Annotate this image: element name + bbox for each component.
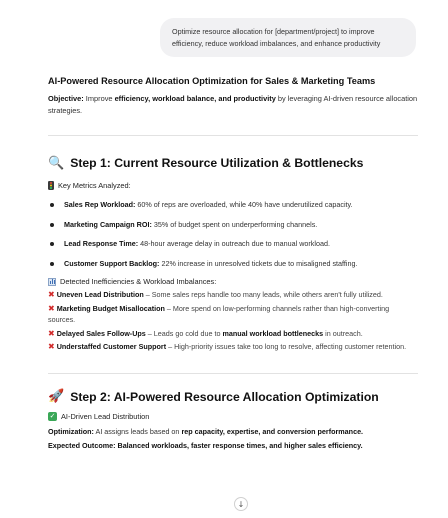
- list-item: [48, 328, 418, 340]
- inefficiencies-heading: [48, 277, 418, 286]
- check-mark-icon: ✓: [49, 412, 56, 420]
- user-message-text: Optimize resource allocation for [department/project] to improve efficiency, reduce workload imbalances, and enhance productivity: [172, 27, 381, 48]
- list-item: [48, 238, 418, 249]
- objective-post: by leveraging AI-driven resource allocation strategies.: [48, 94, 418, 115]
- inefficiencies-label: Detected Inefficiencies & Workload Imbalances:: [60, 277, 217, 286]
- metric-text: 22% increase in unresolved tickets due to misaligned staffing.: [159, 258, 358, 268]
- assistant-response: [48, 76, 418, 451]
- subsection-label: AI-Driven Lead Distribution: [61, 411, 150, 421]
- list-item: [48, 219, 418, 230]
- objective-pre: Improve: [85, 94, 115, 103]
- metric-text: 48-hour average delay in outreach due to manual workload.: [138, 239, 330, 248]
- list-item: [48, 258, 418, 269]
- step1-heading: [48, 156, 418, 170]
- inefficiency-label: Delayed Sales Follow-Ups: [56, 328, 146, 338]
- list-item: [48, 289, 418, 301]
- metric-label: Lead Response Time:: [64, 239, 139, 248]
- inefficiency-label: Understaffed Customer Support: [56, 342, 167, 351]
- list-item: [48, 341, 418, 353]
- inefficiency-label: Marketing Budget Misallocation: [56, 303, 165, 313]
- metric-text: 60% of reps are overloaded, while 40% have underutilized capacity.: [135, 200, 353, 209]
- rocket-icon: 🚀: [48, 389, 65, 404]
- metric-label: Sales Rep Workload:: [64, 200, 136, 209]
- divider: [48, 373, 418, 374]
- optimization-label: Optimization:: [48, 426, 94, 436]
- inefficiency-text: – More spend on low-performing channels rather than high-converting sources.: [48, 303, 390, 324]
- magnifying-glass-icon: 🔍: [48, 155, 65, 171]
- user-message-bubble: [160, 18, 416, 57]
- expected-label: Expected Outcome:: [48, 440, 116, 450]
- scroll-down-button[interactable]: [234, 497, 248, 511]
- inefficiency-label: Uneven Lead Distribution: [56, 290, 144, 299]
- expected-text: Balanced workloads, faster response times, and higher sales efficiency.: [115, 440, 363, 450]
- cross-mark-icon: ✖: [48, 342, 55, 351]
- cross-mark-icon: ✖: [48, 290, 55, 299]
- step2-heading: [48, 390, 418, 404]
- list-item: [48, 199, 418, 210]
- cross-mark-icon: ✖: [48, 328, 55, 338]
- cross-mark-icon: ✖: [48, 303, 55, 313]
- expected-outcome-line: [48, 440, 418, 451]
- objective-label: Objective:: [48, 94, 84, 103]
- optimization-bold: rep capacity, expertise, and conversion performance.: [181, 426, 364, 436]
- inefficiency-text: – High-priority issues take too long to resolve, affecting customer retention.: [166, 342, 407, 351]
- objective-paragraph: [48, 93, 418, 117]
- inefficiency-bold: manual workload bottlenecks: [222, 328, 324, 338]
- document-title: AI-Powered Resource Allocation Optimization for Sales & Marketing Teams: [48, 76, 376, 86]
- inefficiency-text: in outreach.: [323, 328, 363, 338]
- arrow-down-icon: ↓: [237, 499, 245, 509]
- step2-title: Step 2: AI-Powered Resource Allocation Optimization: [70, 389, 379, 404]
- subsection-heading: [48, 412, 418, 421]
- metrics-list: [48, 199, 418, 269]
- key-metrics-heading: [48, 181, 418, 190]
- bar-chart-icon: [48, 278, 56, 286]
- metric-text: 35% of budget spent on underperforming channels.: [151, 219, 318, 229]
- key-metrics-label: Key Metrics Analyzed:: [58, 181, 131, 190]
- optimization-line: [48, 426, 418, 437]
- traffic-light-icon: [48, 181, 54, 190]
- step1-title: Step 1: Current Resource Utilization & Bottlenecks: [70, 156, 364, 170]
- metric-label: Customer Support Backlog:: [64, 258, 160, 268]
- optimization-text: AI assigns leads based on: [93, 426, 182, 436]
- list-item: [48, 303, 418, 326]
- objective-bold: efficiency, workload balance, and productivity: [114, 94, 276, 103]
- divider: [48, 135, 418, 136]
- inefficiency-text: – Some sales reps handle too many leads, while others aren't fully utilized.: [143, 290, 383, 299]
- metric-label: Marketing Campaign ROI:: [64, 219, 152, 229]
- inefficiency-text: – Leads go cold due to: [145, 328, 223, 338]
